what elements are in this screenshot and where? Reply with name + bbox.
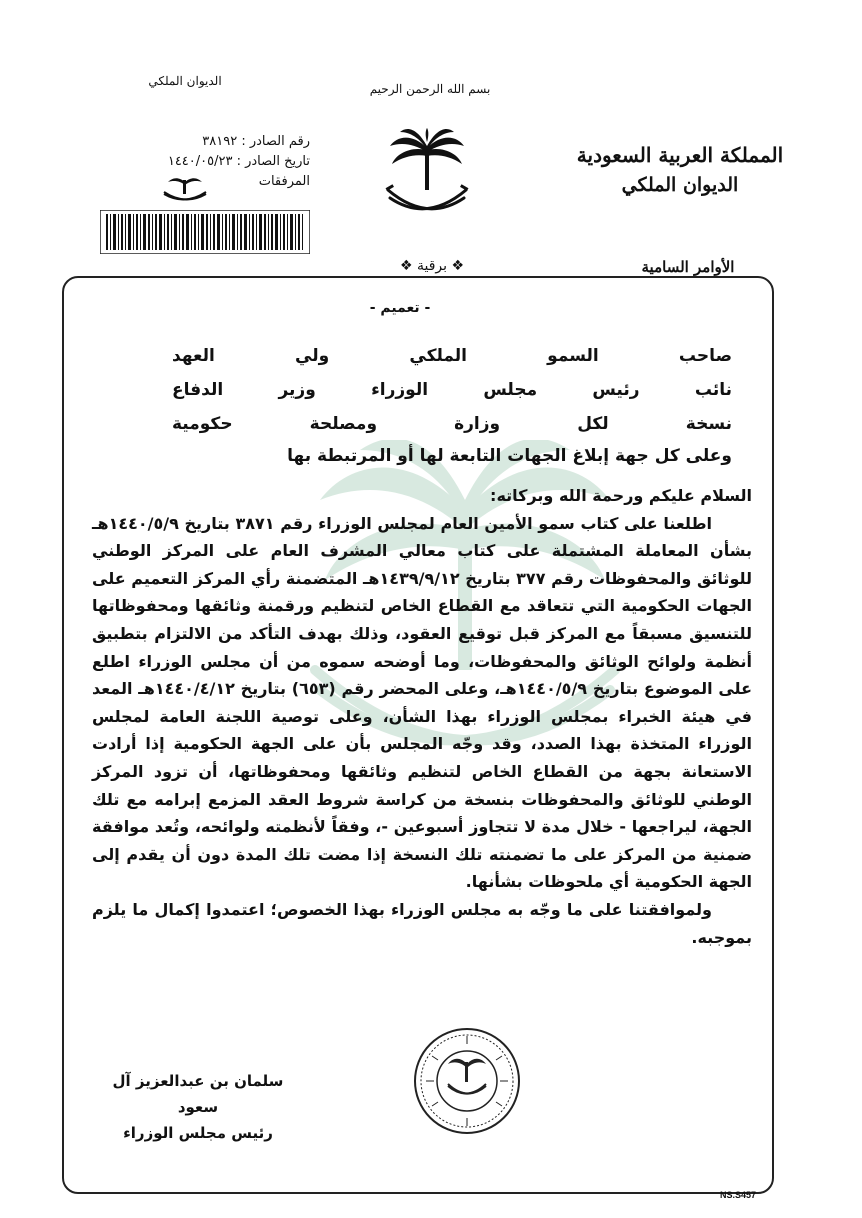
address-line-3: نسخة لكل وزارة ومصلحة حكومية (172, 414, 732, 434)
basmala: بسم الله الرحمن الرحيم (369, 82, 491, 96)
telegram-label (372, 258, 492, 274)
telegram-text: برقية (416, 258, 448, 274)
signatory-name: سلمان بن عبدالعزيز آل سعود (112, 1072, 284, 1116)
diamond-left-icon: ❖ (447, 258, 465, 274)
signature-block (108, 1068, 288, 1146)
kingdom-name: المملكة العربية السعودية (576, 143, 784, 167)
address-line-2: نائب رئيس مجلس الوزراء وزير الدفاع (172, 380, 732, 400)
letter-body (92, 482, 752, 951)
paragraph-closing: ولموافقتنا على ما وجّه به مجلس الوزراء بهذا الخصوص؛ اعتمدوا إكمال ما يلزم بموجبه. (92, 899, 752, 947)
footer-code: NS.S457 (720, 1190, 757, 1200)
circular-title: - تعميم - (369, 300, 431, 316)
paragraph-main: اطلعنا على كتاب سمو الأمين العام لمجلس الوزراء رقم ٣٨٧١ بتاريخ ١٤٤٠/٥/٩هـ بشأن المعاملة المشتملة على كتاب معالي المشرف العام على المركز الوطني للوثائق والمحفوظات رقم ٣٧٧ بتاريخ ١٤٣٩/٩/١٢هـ المتضمنة رأي المركز التعميم على الجهات الحكومية التي تتعاقد مع القطاع الخاص لتنظيم ورقمنة وثائقها ومحفوظاتها للتنسيق مسبقاً مع المركز قبل توقيع العقود، وذلك بهدف التأكد من الالتزام بتطبيق أنظمة ولوائح الوثائق والمحفوظات، وما أوضحه سموه من أن مجلس الوزراء اطلع على الموضوع بتاريخ ١٤٤٠/٥/٩هـ، وعلى المحضر رقم (٦٥٣) بتاريخ ١٤٤٠/٤/١٢هـ المعد في هيئة الخبراء بمجلس الوزراء بهذا الشأن، وعلى توصية اللجنة العامة لمجلس الوزراء المتخذة بهذا الصدد، وقد وجّه المجلس بأن على الجهة الحكومية إذا أرادت الاستعانة بجهة من القطاع الخاص لتنظيم وثائقها ومحفوظاتها، أن تزود المركز الوطني للوثائق والمحفوظات بنسخة من كراسة شروط العقد المزمع إبرامه مع تلك الجهة، ليراجعها - خلال مدة لا تتجاوز أسبوعين -، وفقاً لأنظمته ولوائحه، وتُعد موافقة ضمنية من المركز على ما تضمنته تلك النسخة إذا مضت تلك المدة دون أن يقدم إلى الجهة الحكومية أي ملحوظات بشأنها. (92, 513, 753, 892)
signatory-title: رئيس مجلس الوزراء (123, 1124, 273, 1142)
small-emblem-icon (150, 176, 220, 204)
royal-seal-icon (412, 1026, 522, 1136)
address-line-1: صاحب السمو الملكي ولي العهد (172, 346, 732, 366)
diamond-right-icon: ❖ (399, 258, 417, 274)
palm-swords-emblem-icon (382, 128, 472, 228)
attachments-label: المرفقات (258, 174, 310, 189)
diwan-top-label: الديوان الملكي (148, 74, 222, 88)
barcode-icon (100, 210, 310, 254)
ref-number: رقم الصادر : ٣٨١٩٢ (202, 134, 310, 149)
royal-court-name: الديوان الملكي (621, 174, 739, 196)
greeting: السلام عليكم ورحمة الله وبركاته: (490, 486, 752, 505)
ref-date: تاريخ الصادر : ١٤٤٠/٠٥/٢٣ (167, 154, 310, 169)
kingdom-heading (560, 140, 800, 200)
address-line-4: وعلى كل جهة إبلاغ الجهات التابعة لها أو المرتبطة بها (287, 446, 732, 466)
high-orders-label: الأوامر السامية (641, 258, 735, 276)
